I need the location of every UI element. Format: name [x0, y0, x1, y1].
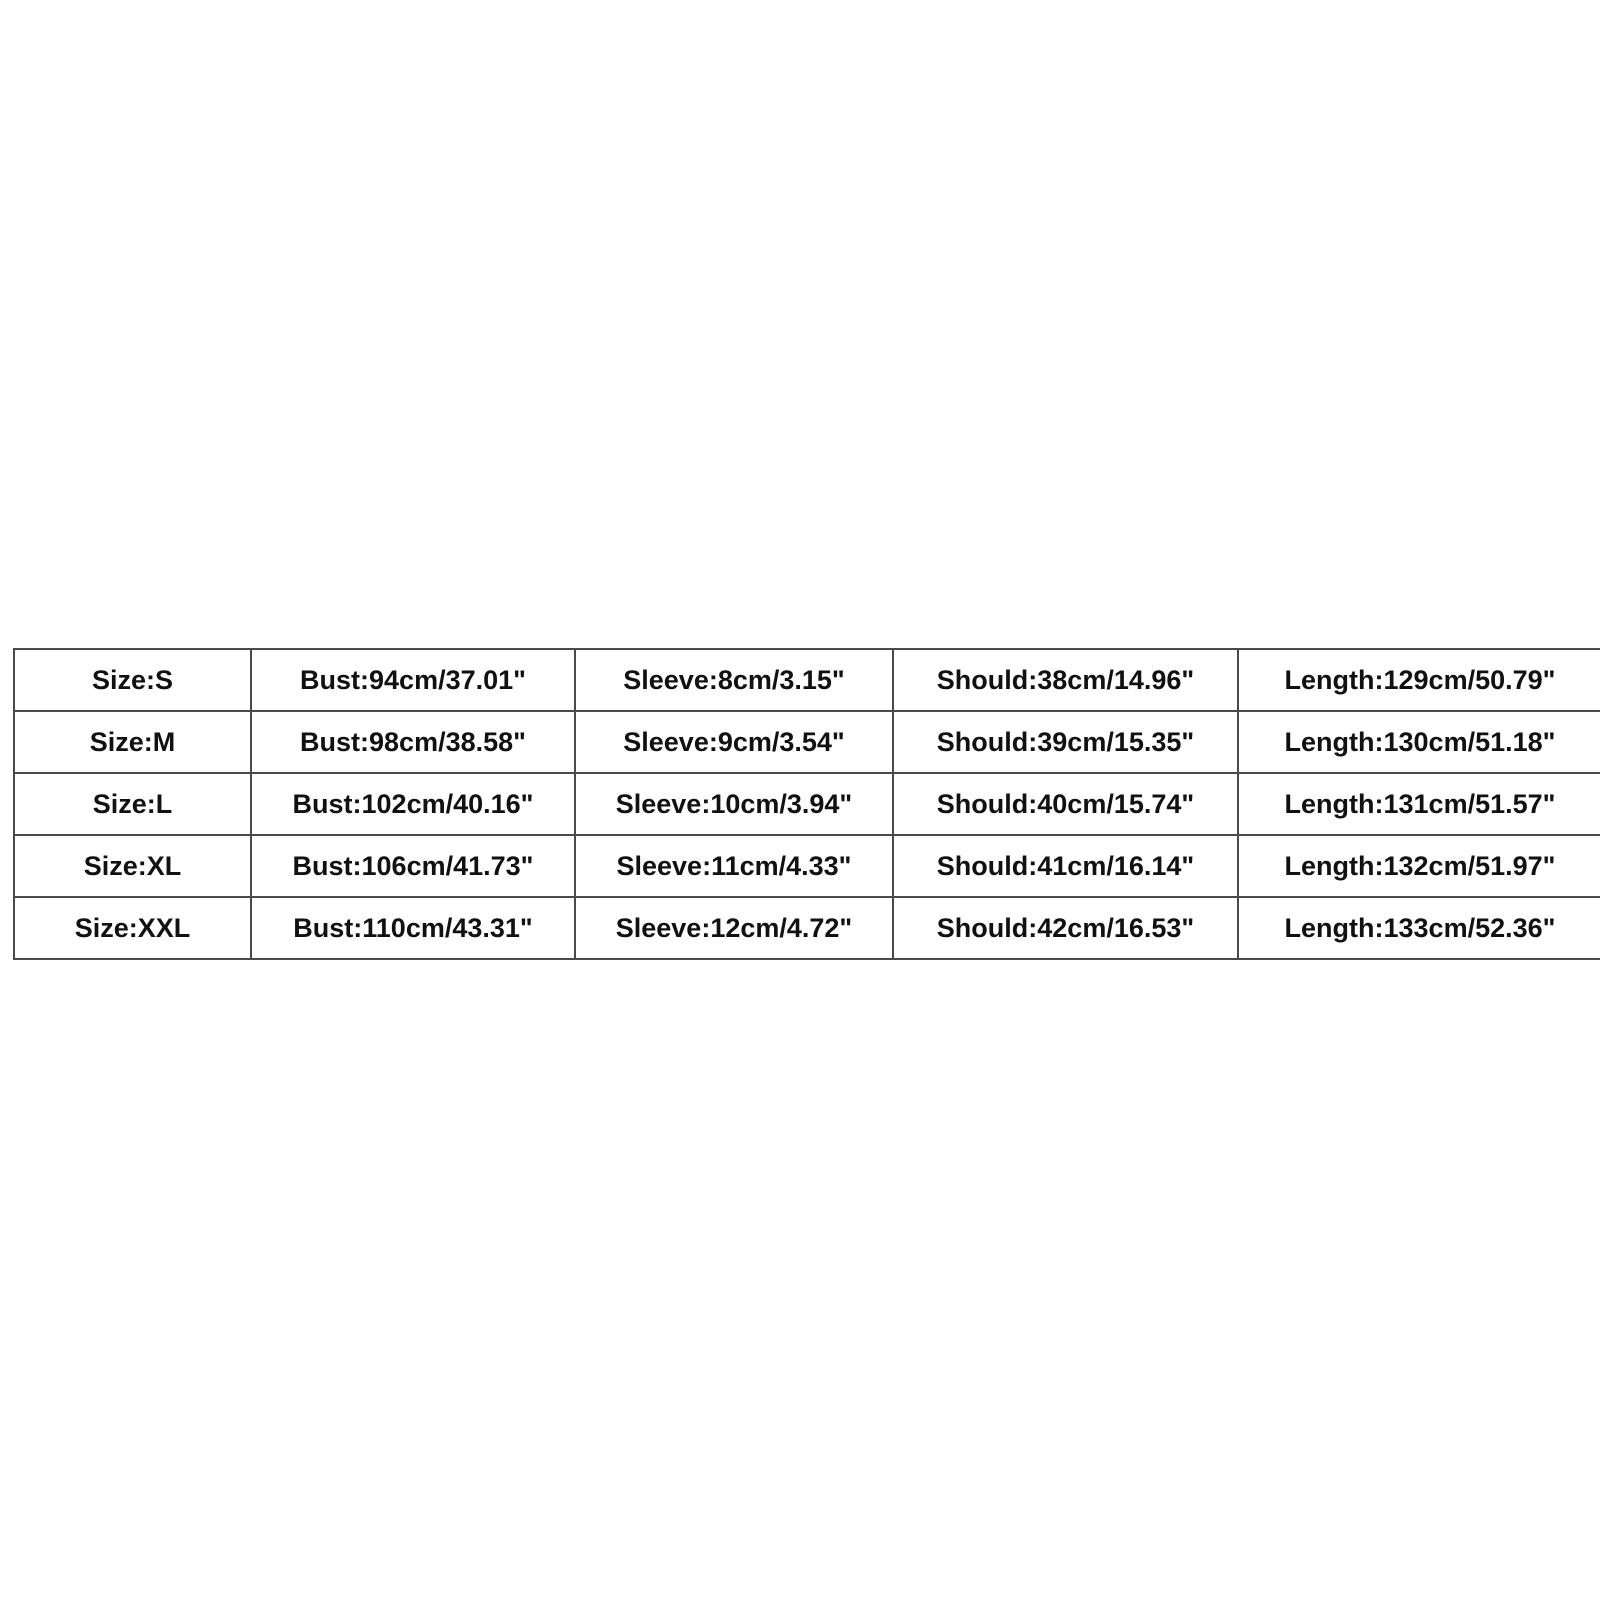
bust-cell: Bust:102cm/40.16": [251, 773, 575, 835]
bust-cell: Bust:110cm/43.31": [251, 897, 575, 959]
length-cell: Length:130cm/51.18": [1238, 711, 1600, 773]
table-row: [14, 897, 1600, 959]
bust-cell: Bust:94cm/37.01": [251, 649, 575, 711]
size-chart-body: [14, 649, 1600, 959]
shoulder-cell: Should:38cm/14.96": [893, 649, 1238, 711]
table-row: [14, 649, 1600, 711]
shoulder-cell: Should:40cm/15.74": [893, 773, 1238, 835]
sleeve-cell: Sleeve:9cm/3.54": [575, 711, 893, 773]
length-cell: Length:129cm/50.79": [1238, 649, 1600, 711]
table-row: [14, 773, 1600, 835]
sleeve-cell: Sleeve:12cm/4.72": [575, 897, 893, 959]
shoulder-cell: Should:41cm/16.14": [893, 835, 1238, 897]
length-cell: Length:131cm/51.57": [1238, 773, 1600, 835]
size-cell: Size:L: [14, 773, 251, 835]
bust-cell: Bust:98cm/38.58": [251, 711, 575, 773]
table-row: [14, 711, 1600, 773]
size-cell: Size:XXL: [14, 897, 251, 959]
sleeve-cell: Sleeve:8cm/3.15": [575, 649, 893, 711]
length-cell: Length:132cm/51.97": [1238, 835, 1600, 897]
size-cell: Size:M: [14, 711, 251, 773]
size-cell: Size:XL: [14, 835, 251, 897]
length-cell: Length:133cm/52.36": [1238, 897, 1600, 959]
size-cell: Size:S: [14, 649, 251, 711]
shoulder-cell: Should:39cm/15.35": [893, 711, 1238, 773]
bust-cell: Bust:106cm/41.73": [251, 835, 575, 897]
sleeve-cell: Sleeve:10cm/3.94": [575, 773, 893, 835]
sleeve-cell: Sleeve:11cm/4.33": [575, 835, 893, 897]
size-chart-table: [13, 648, 1600, 960]
table-row: [14, 835, 1600, 897]
shoulder-cell: Should:42cm/16.53": [893, 897, 1238, 959]
